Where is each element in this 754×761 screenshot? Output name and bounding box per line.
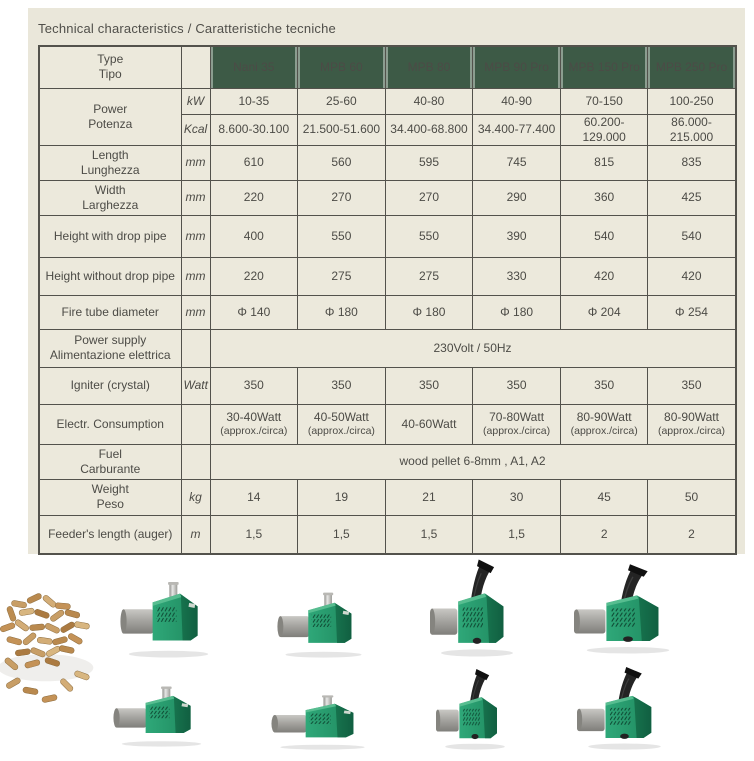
value-cell: 70-80Watt (approx./circa) [473,404,561,444]
unit-kcal: Kcal [181,114,210,145]
value-cell: 2 [648,515,736,554]
row-label-power-supply: Power supply Alimentazione elettrica [39,329,181,367]
value-cell: Φ 180 [473,295,561,329]
value-cell: 420 [648,257,736,295]
value-cell: 595 [385,145,473,180]
row-power-kw [39,88,736,114]
unit-kg: kg [181,479,210,515]
unit-mm: mm [181,215,210,257]
value-cell: 40-80 [385,88,473,114]
unit-mm: mm [181,257,210,295]
value-cell: Φ 254 [648,295,736,329]
row-label-igniter: Igniter (crystal) [39,367,181,404]
row-fuel [39,444,736,479]
burner-photo-4 [574,561,682,654]
column-header-nani-35: Nani 35 [210,46,298,88]
value-cell: 86.000-215.000 [648,114,736,145]
row-label-weight: Weight Peso [39,479,181,515]
row-electr-consumption [39,404,736,444]
value-cell: 550 [385,215,473,257]
burner-photo-8 [577,664,672,750]
unit-cell-empty [181,329,210,367]
value-cell-span: wood pellet 6-8mm , A1, A2 [210,444,736,479]
unit-kw: kW [181,88,210,114]
value-cell: 1,5 [385,515,473,554]
value-cell: 350 [298,367,386,404]
unit-m: m [181,515,210,554]
column-header-mpb-60: MPB 60 [298,46,386,88]
wood-pellets-photo [0,583,100,713]
row-label-width: Width Larghezza [39,180,181,215]
value-cell: 60.200-129.000 [560,114,648,145]
value-cell: 220 [210,180,298,215]
row-height-with-drop-pipe [39,215,736,257]
column-header-mpb-250-pro: MPB 250 Pro [648,46,736,88]
value-cell: 540 [648,215,736,257]
value-cell: Φ 140 [210,295,298,329]
value-cell: 25-60 [298,88,386,114]
value-cell: 8.600-30.100 [210,114,298,145]
value-cell: 815 [560,145,648,180]
burner-photo-1 [120,580,217,658]
value-cell: 34.400-77.400 [473,114,561,145]
value-cell: 19 [298,479,386,515]
value-cell: 270 [298,180,386,215]
value-cell: 835 [648,145,736,180]
value-cell: 610 [210,145,298,180]
burner-photo-5 [113,685,210,747]
row-weight [39,479,736,515]
value-cell: 14 [210,479,298,515]
column-header-mpb-150-pro: MPB 150 Pro [560,46,648,88]
value-cell: 40-90 [473,88,561,114]
value-cell: 40-50Watt (approx./circa) [298,404,386,444]
unit-watt: Watt [181,367,210,404]
value-cell: 40-60Watt [385,404,473,444]
technical-characteristics-table [38,45,737,555]
page-title: Technical characteristics / Caratteristiche tecniche [38,21,336,36]
unit-mm: mm [181,295,210,329]
value-cell: 70-150 [560,88,648,114]
value-cell: 80-90Watt (approx./circa) [648,404,736,444]
value-cell: 50 [648,479,736,515]
value-cell: 400 [210,215,298,257]
value-cell: 540 [560,215,648,257]
value-cell: Φ 180 [298,295,386,329]
row-label-feeder: Feeder's length (auger) [39,515,181,554]
value-cell: 350 [648,367,736,404]
value-cell: 350 [385,367,473,404]
value-cell: 34.400-68.800 [385,114,473,145]
unit-cell-empty [181,46,210,88]
value-cell: 560 [298,145,386,180]
value-cell: 390 [473,215,561,257]
value-cell: 360 [560,180,648,215]
value-cell: 21 [385,479,473,515]
value-cell: 2 [560,515,648,554]
value-cell: 1,5 [210,515,298,554]
row-igniter [39,367,736,404]
row-label-fuel: Fuel Carburante [39,444,181,479]
value-cell: Φ 180 [385,295,473,329]
value-cell: 550 [298,215,386,257]
row-fire-tube-diameter [39,295,736,329]
value-cell: 80-90Watt (approx./circa) [560,404,648,444]
value-cell: 350 [210,367,298,404]
row-label-height-without: Height without drop pipe [39,257,181,295]
row-label-consumption: Electr. Consumption [39,404,181,444]
value-cell: 1,5 [298,515,386,554]
value-cell: 290 [473,180,561,215]
row-label-fire-tube: Fire tube diameter [39,295,181,329]
burner-photo-2 [277,591,370,658]
value-cell: 420 [560,257,648,295]
row-height-without-drop-pipe [39,257,736,295]
value-cell: 275 [385,257,473,295]
value-cell: 425 [648,180,736,215]
spec-panel [28,8,745,554]
value-cell-span: 230Volt / 50Hz [210,329,736,367]
value-cell: 100-250 [648,88,736,114]
unit-mm: mm [181,145,210,180]
value-cell: 1,5 [473,515,561,554]
value-cell: 10-35 [210,88,298,114]
value-cell: 330 [473,257,561,295]
value-cell: 350 [560,367,648,404]
value-cell: 275 [298,257,386,295]
row-feeder-length [39,515,736,554]
unit-cell-empty [181,444,210,479]
burner-photo-3 [430,556,524,657]
row-length [39,145,736,180]
value-cell: 30-40Watt (approx./circa) [210,404,298,444]
table-header-row [39,46,736,88]
value-cell: 21.500-51.600 [298,114,386,145]
value-cell: 45 [560,479,648,515]
row-label-power: Power Potenza [39,88,181,145]
row-width [39,180,736,215]
unit-mm: mm [181,180,210,215]
unit-cell-empty [181,404,210,444]
column-header-mpb-80: MPB 80 [385,46,473,88]
value-cell: Φ 204 [560,295,648,329]
burner-photo-6 [271,694,374,750]
value-cell: 350 [473,367,561,404]
value-cell: 220 [210,257,298,295]
burner-photo-7 [436,666,514,750]
column-header-mpb-90-pro: MPB 90 Pro [473,46,561,88]
value-cell: 745 [473,145,561,180]
row-label-length: Length Lunghezza [39,145,181,180]
value-cell: 30 [473,479,561,515]
value-cell: 270 [385,180,473,215]
row-power-supply [39,329,736,367]
row-label-height-with: Height with drop pipe [39,215,181,257]
row-label-type: Type Tipo [39,46,181,88]
